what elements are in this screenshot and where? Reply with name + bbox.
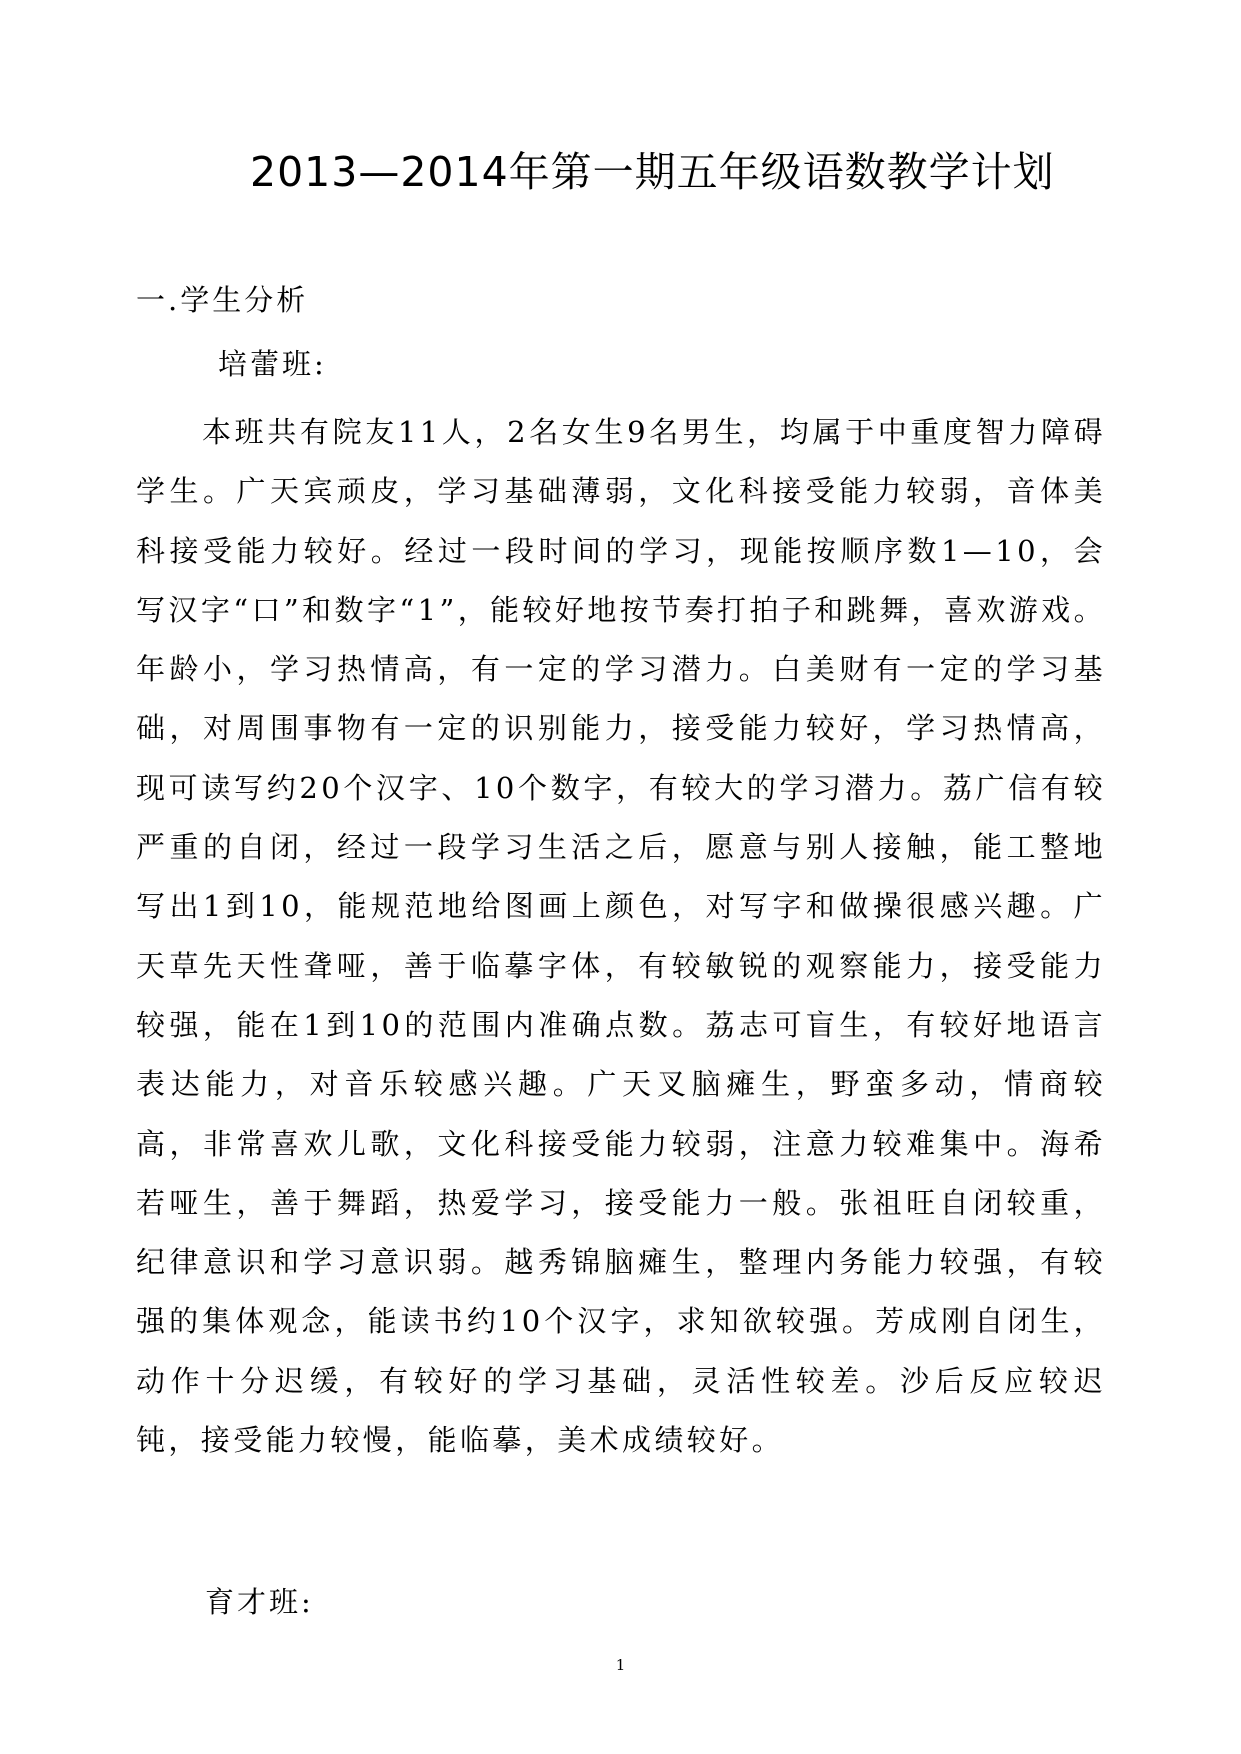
section-heading-student-analysis: 一.学生分析 [136, 283, 309, 317]
class-heading-yucai: 育才班: [205, 1585, 314, 1619]
page-number: 1 [615, 1656, 626, 1674]
class-description-paragraph: 本班共有院友11人，2名女生9名男生，均属于中重度智力障碍学生。广天宾顽皮，学习基础薄弱，文化科接受能力较弱，音体美科接受能力较好。经过一段时间的学习，现能按顺序数1—10，会写汉字“口”和数字“1”，能较好地按节奏打拍子和跳舞，喜欢游戏。年龄小，学习热情高，有一定的学习潜力。白美财有一定的学习基础，对周围事物有一定的识别能力，接受能力较好，学习热情高，现可读写约20个汉字、10个数字，有较大的学习潜力。荔广信有较严重的自闭，经过一段学习生活之后，愿意与别人接触，能工整地写出1到10，能规范地给图画上颜色，对写字和做操很感兴趣。广天草先天性聋哑，善于临摹字体，有较敏锐的观察能力，接受能力较强，能在1到10的范围内准确点数。荔志可盲生，有较好地语言表达能力，对音乐较感兴趣。广天叉脑瘫生，野蛮多动，情商较高，非常喜欢儿歌，文化科接受能力较弱，注意力较难集中。海希若哑生，善于舞蹈，热爱学习，接受能力一般。张祖旺自闭较重，纪律意识和学习意识弱。越秀锦脑瘫生，整理内务能力较强，有较强的集体观念，能读书约10个汉字，求知欲较强。芳成刚自闭生，动作十分迟缓，有较好的学习基础，灵活性较差。沙后反应较迟钝，接受能力较慢，能临摹，美术成绩较好。 [136, 415, 1106, 1458]
class-heading-peilei: 培蕾班: [218, 347, 327, 381]
document-title: 2013—2014年第一期五年级语数教学计划 [250, 148, 1055, 196]
